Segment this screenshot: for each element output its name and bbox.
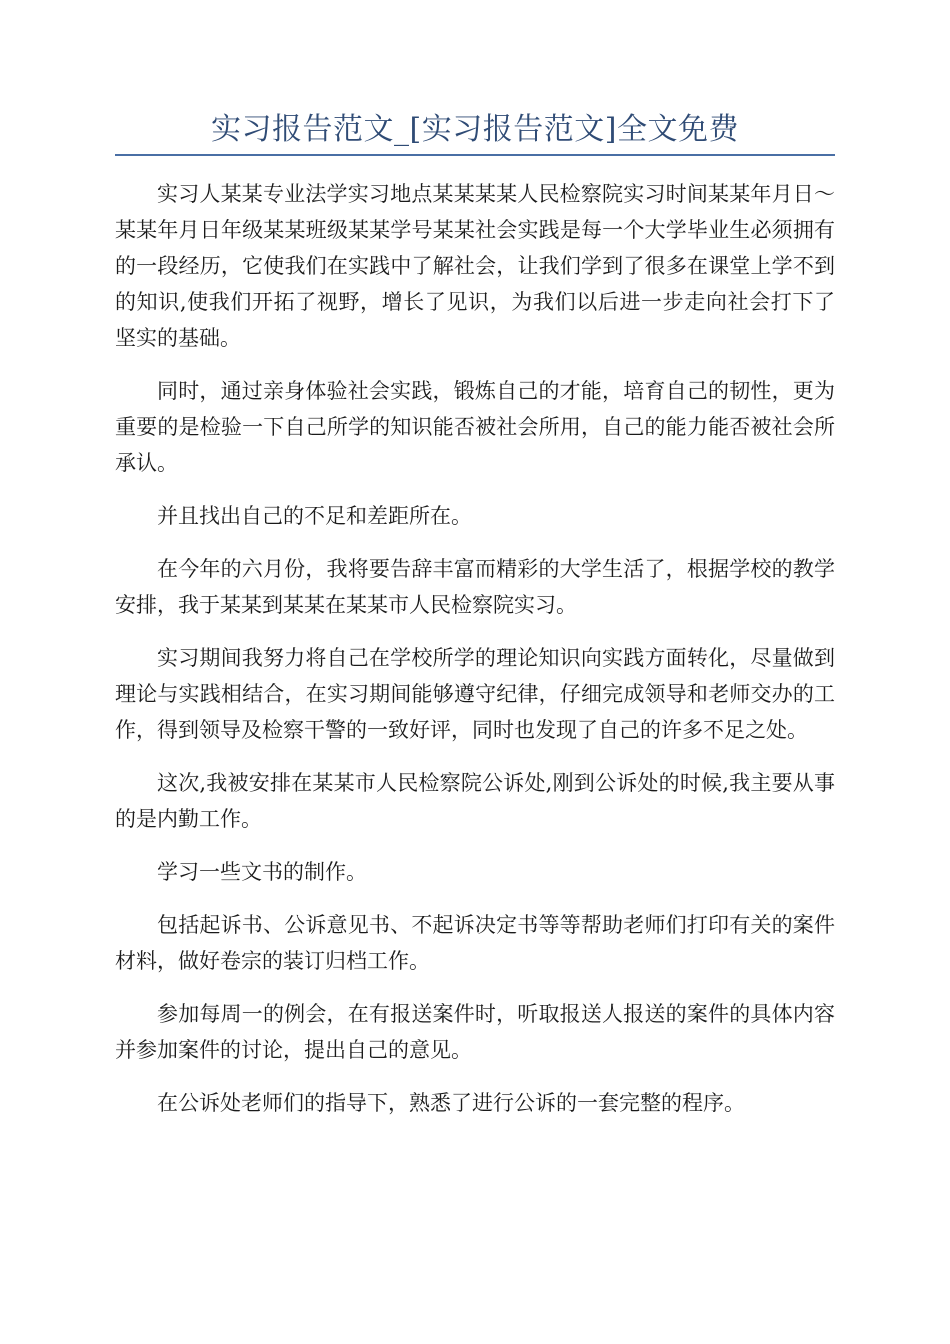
- paragraph-10: 在公诉处老师们的指导下，熟悉了进行公诉的一套完整的程序。: [157, 1091, 745, 1115]
- document-body: [115, 176, 835, 1138]
- title-underline: [115, 154, 835, 156]
- paragraph-2: 同时，通过亲身体验社会实践，锻炼自己的才能，培育自己的韧性，更为重要的是检验一下自己所学的知识能否被社会所用，自己的能力能否被社会所承认。: [115, 379, 835, 475]
- paragraph-3: 并且找出自己的不足和差距所在。: [157, 504, 472, 528]
- paragraph-9: 参加每周一的例会，在有报送案件时，听取报送人报送的案件的具体内容并参加案件的讨论，提出自己的意见。: [115, 1002, 835, 1062]
- paragraph-5: 实习期间我努力将自己在学校所学的理论知识向实践方面转化，尽量做到理论与实践相结合，在实习期间能够遵守纪律，仔细完成领导和老师交办的工作，得到领导及检察干警的一致好评，同时也发现了自己的许多不足之处。: [115, 646, 835, 742]
- paragraph-8: 包括起诉书、公诉意见书、不起诉决定书等等帮助老师们打印有关的案件材料，做好卷宗的装订归档工作。: [115, 913, 835, 973]
- paragraph-1: 实习人某某专业法学实习地点某某某某人民检察院实习时间某某年月日～某某年月日年级某某班级某某学号某某社会实践是每一个大学毕业生必须拥有的一段经历，它使我们在实践中了解社会，让我们学到了很多在课堂上学不到的知识,使我们开拓了视野，增长了见识，为我们以后进一步走向社会打下了坚实的基础。: [115, 182, 835, 350]
- paragraph-7: 学习一些文书的制作。: [157, 860, 367, 884]
- paragraph-4: 在今年的六月份，我将要告辞丰富而精彩的大学生活了，根据学校的教学安排，我于某某到某某在某某市人民检察院实习。: [115, 557, 835, 617]
- paragraph-6: 这次,我被安排在某某市人民检察院公诉处,刚到公诉处的时候,我主要从事的是内勤工作。: [115, 771, 835, 831]
- document-title: 实习报告范文_[实习报告范文]全文免费: [211, 112, 739, 147]
